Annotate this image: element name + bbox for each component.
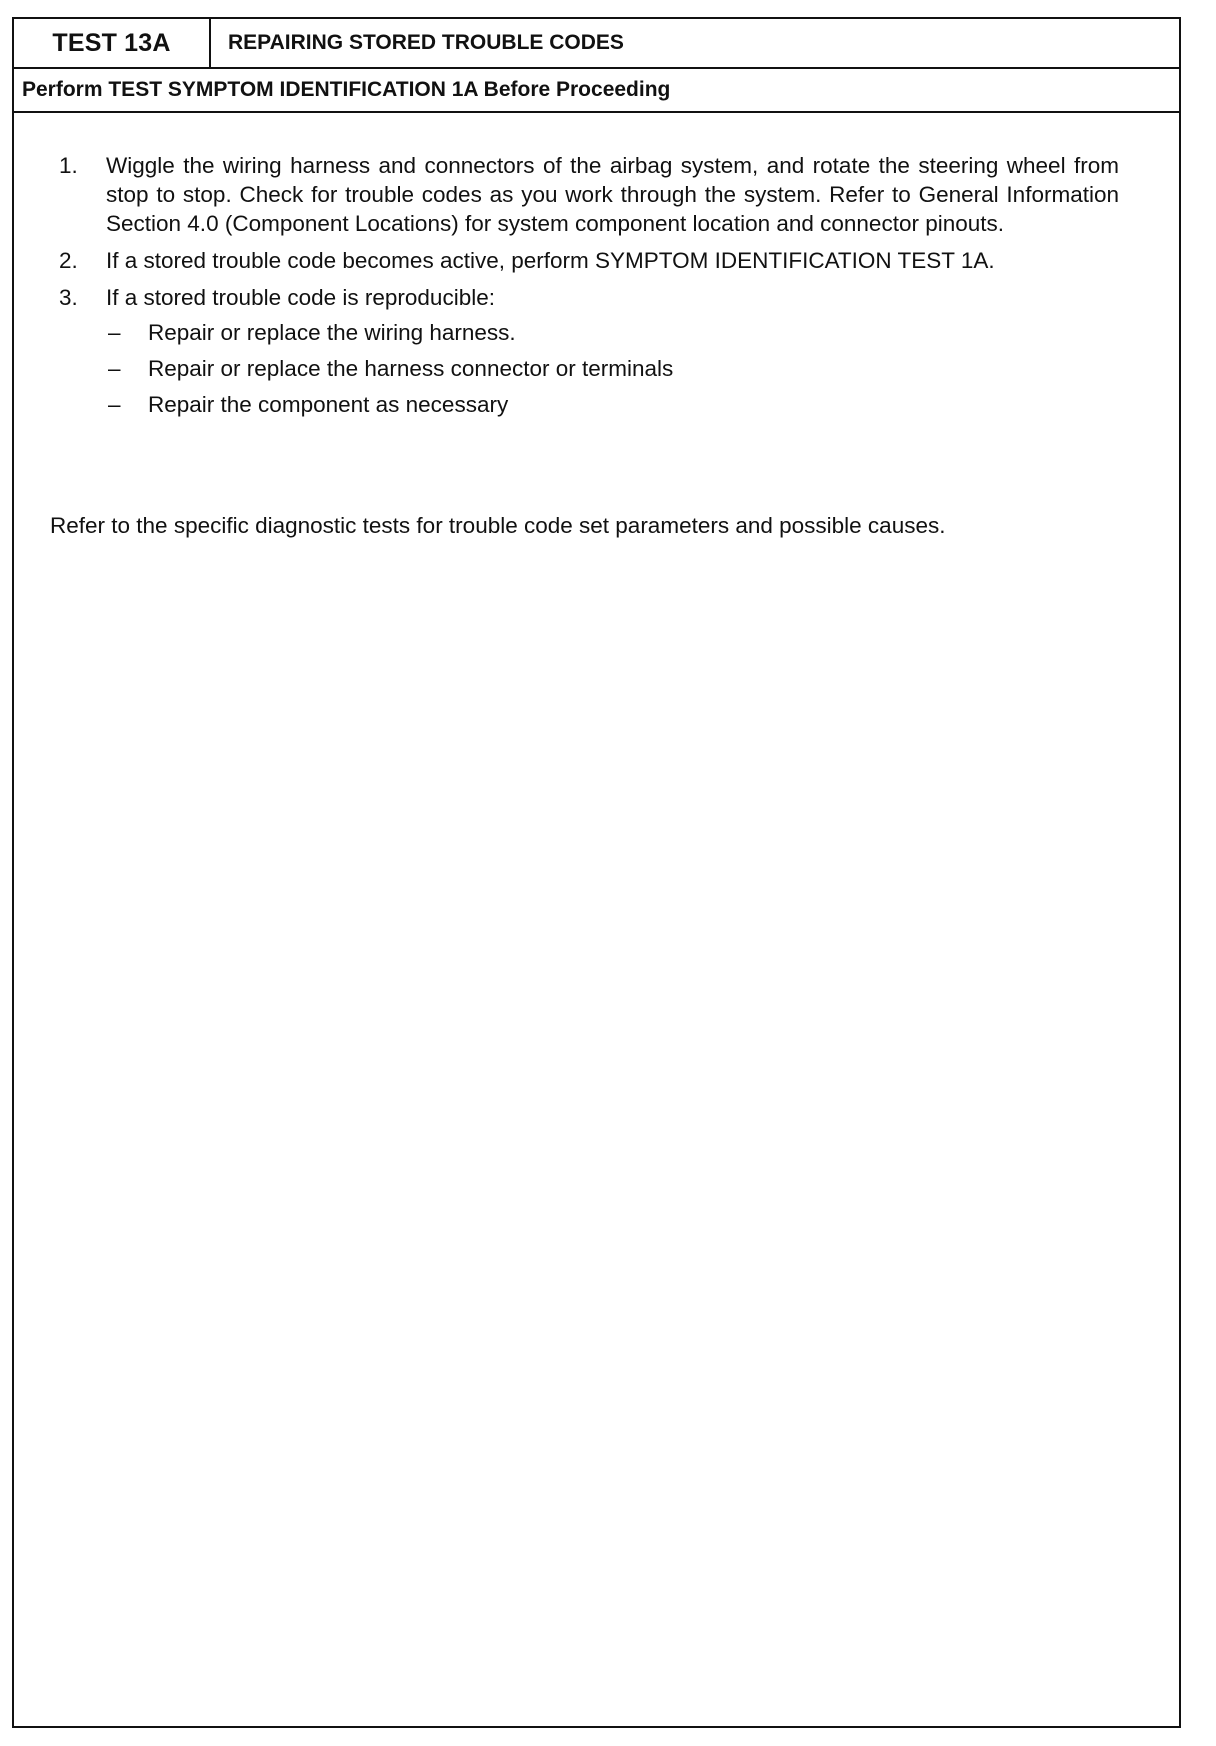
test-id: TEST 13A bbox=[14, 19, 211, 67]
dash-bullet: – bbox=[108, 392, 121, 417]
sub-item-text: Repair the component as necessary bbox=[148, 392, 509, 417]
step-item bbox=[59, 246, 1119, 275]
step-number: 3. bbox=[59, 285, 78, 310]
step-text: Wiggle the wiring harness and connectors of the airbag system, and rotate the steering wheel from stop to stop. Check for trouble codes as you work through the system. Refer to General Information Section 4.0 (Component Locations) for system component location and connector pinouts. bbox=[106, 153, 1119, 236]
step-text: If a stored trouble code is reproducible: bbox=[106, 285, 495, 310]
step-number: 1. bbox=[59, 153, 78, 178]
dash-bullet: – bbox=[108, 320, 121, 345]
step-text: If a stored trouble code becomes active, perform SYMPTOM IDENTIFICATION TEST 1A. bbox=[106, 248, 995, 273]
step-number: 2. bbox=[59, 248, 78, 273]
prerequisite-banner: Perform TEST SYMPTOM IDENTIFICATION 1A Before Proceeding bbox=[14, 69, 1179, 113]
sub-item-text: Repair or replace the harness connector or terminals bbox=[148, 356, 674, 381]
test-procedure-frame bbox=[12, 17, 1181, 1728]
test-header-row bbox=[14, 19, 1179, 69]
step-item bbox=[59, 151, 1119, 238]
sub-item-list bbox=[106, 318, 1119, 426]
sub-item bbox=[106, 354, 1119, 390]
sub-item bbox=[106, 390, 1119, 426]
sub-item bbox=[106, 318, 1119, 354]
test-title: REPAIRING STORED TROUBLE CODES bbox=[228, 31, 624, 54]
dash-bullet: – bbox=[108, 356, 121, 381]
sub-item-text: Repair or replace the wiring harness. bbox=[148, 320, 516, 345]
step-item bbox=[59, 283, 1119, 426]
closing-note: Refer to the specific diagnostic tests for trouble code set parameters and possible causes. bbox=[50, 513, 946, 538]
step-list bbox=[59, 151, 1119, 434]
